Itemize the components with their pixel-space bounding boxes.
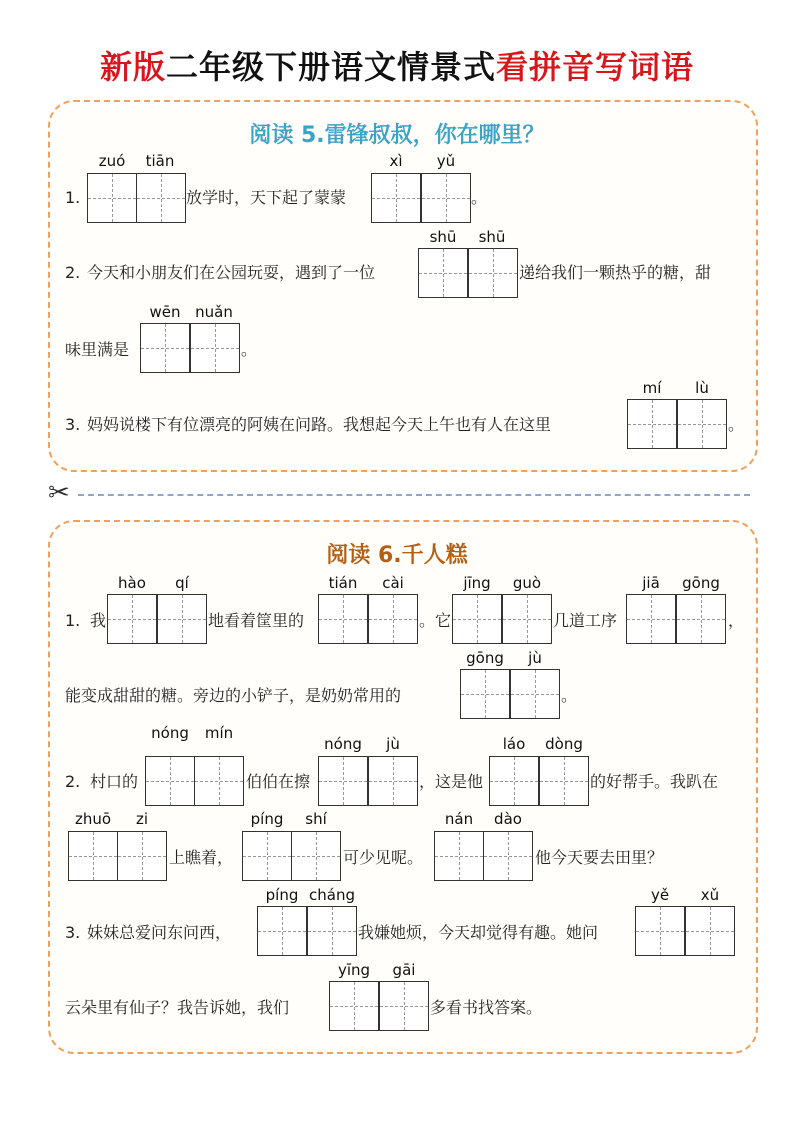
writing-box[interactable] — [140, 323, 190, 373]
pinyin: yǔ — [436, 152, 456, 170]
sentence-text: 递给我们一颗热乎的糖，甜 — [519, 263, 712, 282]
pinyin: xì — [389, 152, 403, 170]
pinyin: mín — [204, 724, 234, 742]
pinyin: mí — [642, 379, 662, 397]
pinyin: guò — [512, 574, 542, 592]
writing-box[interactable] — [87, 173, 137, 223]
writing-box[interactable] — [539, 756, 589, 806]
sentence-text: 村口的 — [90, 772, 139, 791]
question-number: 3. — [65, 923, 81, 942]
writing-box[interactable] — [502, 594, 552, 644]
question-number: 1. — [65, 611, 81, 630]
pinyin: nóng — [324, 735, 362, 753]
sentence-text: 妈妈说楼下有位漂亮的阿姨在问路。我想起今天上午也有人在这里 — [87, 415, 552, 434]
writing-box[interactable] — [318, 594, 368, 644]
question-number: 2. — [65, 263, 81, 282]
writing-box[interactable] — [136, 173, 186, 223]
page-title: 新版二年级下册语文情景式看拼音写词语 — [99, 48, 695, 86]
pinyin: gōng — [682, 574, 720, 592]
sentence-text: 妹妹总爱问东问西， — [87, 923, 232, 942]
sentence-text: 的好帮手。我趴在 — [590, 772, 719, 791]
pinyin: wēn — [149, 303, 181, 321]
writing-box[interactable] — [468, 248, 518, 298]
pinyin: cài — [382, 574, 404, 592]
writing-box[interactable] — [676, 594, 726, 644]
sentence-text: ， — [728, 611, 745, 630]
pinyin: jiā — [642, 574, 660, 592]
pinyin: xǔ — [700, 886, 720, 904]
sentence-text: 今天和小朋友们在公园玩耍，遇到了一位 — [87, 263, 376, 282]
writing-box[interactable] — [434, 831, 484, 881]
writing-box[interactable] — [685, 906, 735, 956]
pinyin: jù — [528, 649, 542, 667]
question-number: 3. — [65, 415, 81, 434]
section-5-heading: 阅读 5.雷锋叔叔，你在哪里？ — [249, 123, 545, 148]
sentence-text: 他今天要去田里？ — [535, 848, 664, 867]
writing-box[interactable] — [329, 981, 379, 1031]
writing-box[interactable] — [371, 173, 421, 223]
writing-box[interactable] — [157, 594, 207, 644]
sentence-text: 。 — [728, 415, 745, 434]
writing-box[interactable] — [452, 594, 502, 644]
pinyin: jù — [386, 735, 400, 753]
sentence-text: 放学时，天下起了蒙蒙 — [186, 188, 347, 207]
sentence-text: 。 — [241, 340, 258, 359]
writing-box[interactable] — [379, 981, 429, 1031]
sentence-text: 。 — [471, 188, 488, 207]
pinyin: shū — [478, 228, 506, 246]
writing-box[interactable] — [368, 594, 418, 644]
writing-box[interactable] — [460, 669, 510, 719]
pinyin: píng — [265, 886, 299, 904]
writing-box[interactable] — [627, 399, 677, 449]
writing-box[interactable] — [368, 756, 418, 806]
sentence-text: 几道工序 — [553, 611, 618, 630]
writing-box[interactable] — [68, 831, 118, 881]
cut-line — [78, 494, 750, 496]
writing-box[interactable] — [483, 831, 533, 881]
writing-box[interactable] — [257, 906, 307, 956]
sentence-text: 上瞧着， — [169, 848, 234, 867]
pinyin: yě — [650, 886, 670, 904]
writing-box[interactable] — [318, 756, 368, 806]
sentence-text: 云朵里有仙子？我告诉她，我们 — [65, 998, 290, 1017]
pinyin: zhuō — [74, 810, 112, 828]
pinyin: dòng — [545, 735, 583, 753]
writing-box[interactable] — [307, 906, 357, 956]
sentence-text: 地看着筐里的 — [208, 611, 305, 630]
writing-box[interactable] — [421, 173, 471, 223]
writing-box[interactable] — [418, 248, 468, 298]
sentence-text: ，这是他 — [419, 772, 484, 791]
writing-box[interactable] — [107, 594, 157, 644]
sentence-text: 味里满是 — [65, 340, 130, 359]
pinyin: jīng — [463, 574, 491, 592]
pinyin: píng — [250, 810, 284, 828]
pinyin: gāi — [392, 961, 416, 979]
sentence-text: 我嫌她烦，今天却觉得有趣。她问 — [358, 923, 599, 942]
pinyin: gōng — [466, 649, 504, 667]
sentence-text: 。它 — [419, 611, 452, 630]
section-6-heading: 阅读 6.千人糕 — [326, 543, 468, 568]
pinyin: cháng — [309, 886, 355, 904]
sentence-text: 。 — [561, 686, 578, 705]
pinyin: nóng — [151, 724, 189, 742]
pinyin: yīng — [337, 961, 371, 979]
writing-box[interactable] — [677, 399, 727, 449]
pinyin: tián — [328, 574, 358, 592]
pinyin: láo — [502, 735, 526, 753]
writing-box[interactable] — [117, 831, 167, 881]
pinyin: zuó — [98, 152, 126, 170]
pinyin: dào — [494, 810, 522, 828]
question-number: 1. — [65, 188, 81, 207]
sentence-text: 能变成甜甜的糖。旁边的小铲子，是奶奶常用的 — [65, 686, 402, 705]
writing-box[interactable] — [291, 831, 341, 881]
writing-box[interactable] — [635, 906, 685, 956]
writing-box[interactable] — [242, 831, 292, 881]
sentence-text: 可少见呢。 — [343, 848, 424, 867]
pinyin: shí — [305, 810, 327, 828]
pinyin: hào — [118, 574, 146, 592]
sentence-text: 伯伯在擦 — [246, 772, 311, 791]
writing-box[interactable] — [145, 756, 195, 806]
writing-box[interactable] — [489, 756, 539, 806]
writing-box[interactable] — [510, 669, 560, 719]
pinyin: nán — [444, 810, 474, 828]
pinyin: nuǎn — [195, 303, 233, 321]
sentence-text: 我 — [90, 611, 107, 630]
pinyin: zi — [135, 810, 149, 828]
sentence-text: 多看书找答案。 — [430, 998, 543, 1017]
scissors-icon: ✂ — [48, 478, 70, 508]
pinyin: shū — [429, 228, 457, 246]
writing-box[interactable] — [626, 594, 676, 644]
writing-box[interactable] — [194, 756, 244, 806]
pinyin: qí — [175, 574, 189, 592]
writing-box[interactable] — [190, 323, 240, 373]
pinyin: tiān — [145, 152, 175, 170]
question-number: 2. — [65, 772, 81, 791]
pinyin: lù — [695, 379, 709, 397]
